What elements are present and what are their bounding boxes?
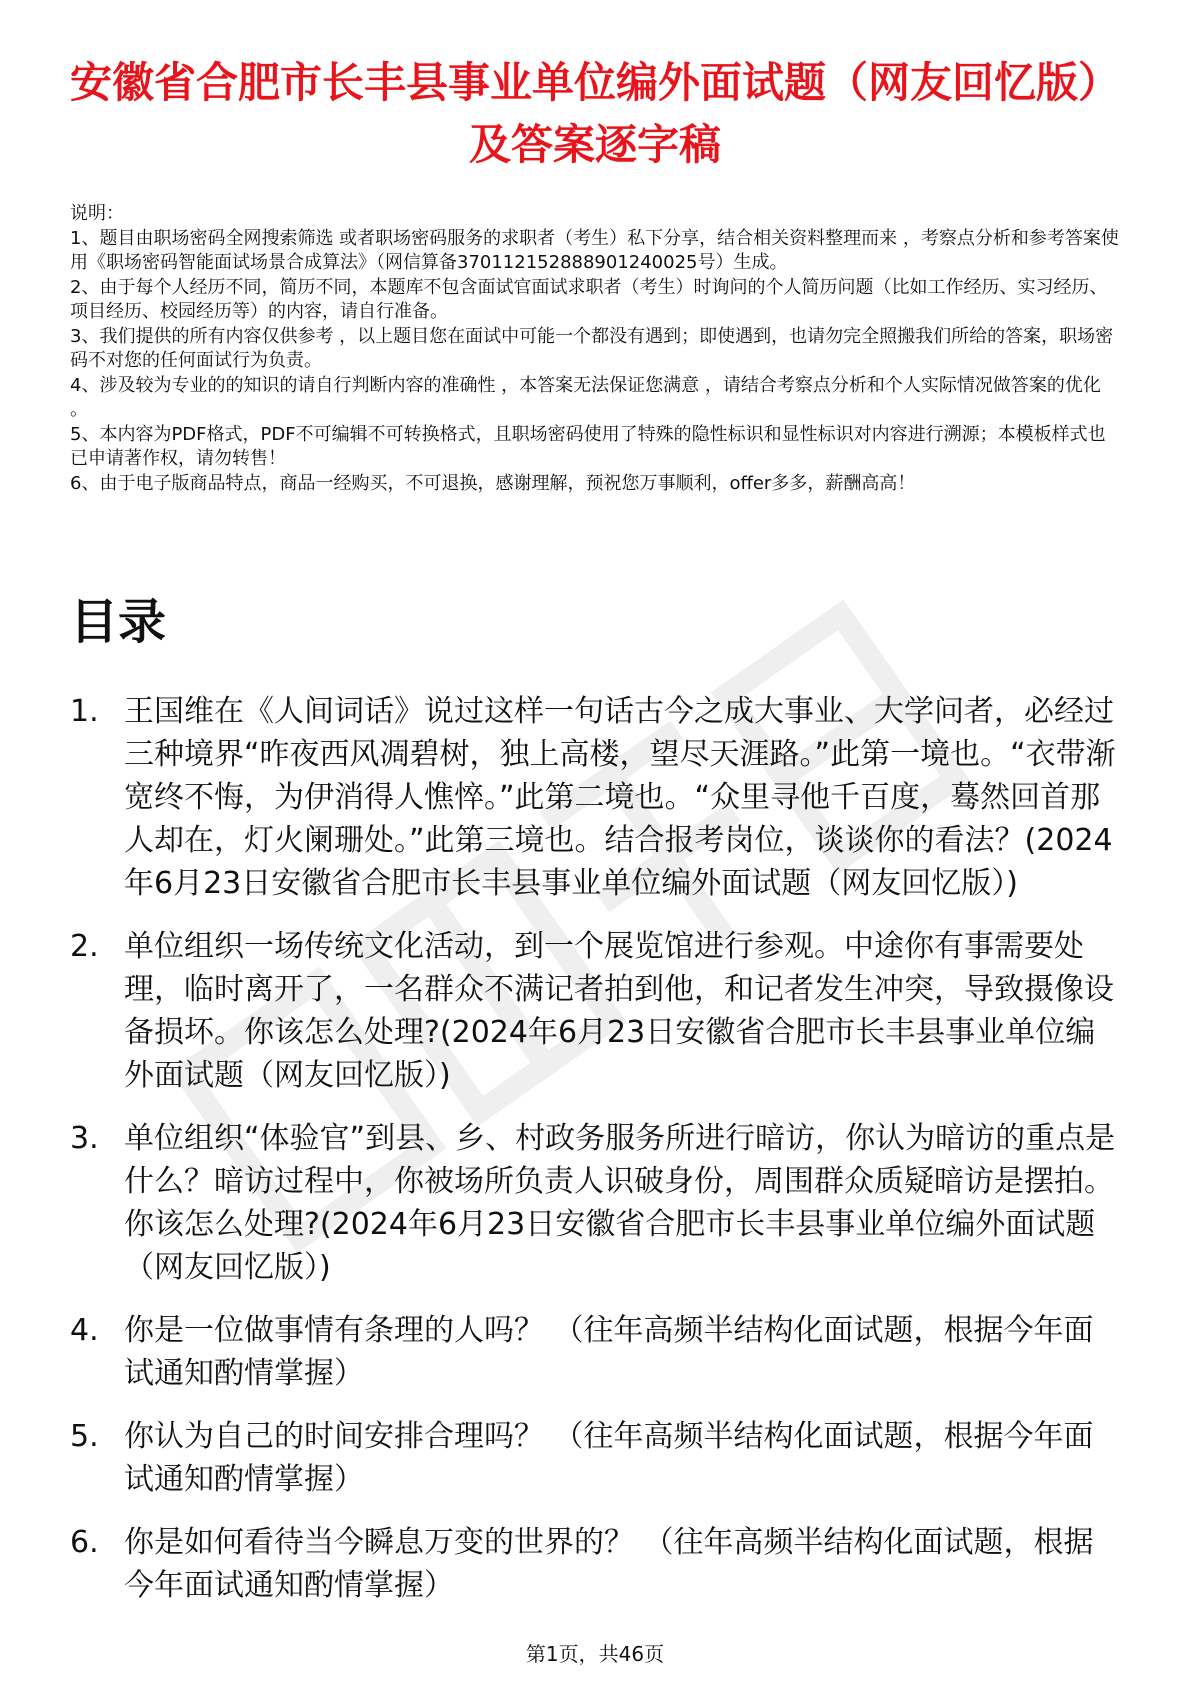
toc-item[interactable] <box>70 1521 1122 1607</box>
toc-item-number: 3. <box>70 1121 99 1156</box>
toc-item[interactable] <box>70 1117 1122 1289</box>
toc-item[interactable] <box>70 690 1122 905</box>
toc-heading: 目录 <box>70 594 167 650</box>
toc-item-text: 单位组织一场传统文化活动，到一个展览馆进行参观。中途你有事需要处理，临时离开了，一名群众不满记者拍到他，和记者发生冲突，导致摄像设备损坏。你该怎么处理?(2024年6月23日安徽省合肥市长丰县事业单位编外面试题（网友回忆版）) <box>124 929 1114 1093</box>
note-item: 1、题目由职场密码全网搜索筛选 或者职场密码服务的求职者（考生）私下分享，结合相关资料整理而来 ，考察点分析和参考答案使用《职场密码智能面试场景合成算法》（网信算备370112152888901240025号）生成。 <box>70 227 1119 273</box>
note-item: 2、由于每个人经历不同，简历不同，本题库不包含面试官面试求职者（考生）时询问的个人简历问题（比如工作经历、实习经历、项目经历、校园经历等）的内容，请自行准备。 <box>70 276 1108 322</box>
toc-item-number: 1. <box>70 694 99 729</box>
toc-item-text: 你认为自己的时间安排合理吗？ （往年高频半结构化面试题，根据今年面试通知酌情掌握） <box>124 1419 1094 1497</box>
toc-item-number: 6. <box>70 1525 99 1560</box>
note-item: 5、本内容为PDF格式，PDF不可编辑不可转换格式，且职场密码使用了特殊的隐性标识和显性标识对内容进行溯源；本模板样式也已申请著作权，请勿转售！ <box>70 423 1106 469</box>
toc-item-number: 4. <box>70 1313 99 1348</box>
note-item: 6、由于电子版商品特点，商品一经购买，不可退换，感谢理解，预祝您万事顺利，offer多多，薪酬高高！ <box>70 472 916 494</box>
toc-item-text: 单位组织“体验官”到县、乡、村政务服务所进行暗访，你认为暗访的重点是什么？暗访过程中，你被场所负责人识破身份，周围群众质疑暗访是摆拍。你该怎么处理?(2024年6月23日安徽省合肥市长丰县事业单位编外面试题（网友回忆版）) <box>124 1121 1116 1285</box>
page-footer: 第1页，共46页 <box>525 1642 665 1666</box>
toc-item[interactable] <box>70 1415 1122 1501</box>
toc-item-text: 你是如何看待当今瞬息万变的世界的？ （往年高频半结构化面试题，根据今年面试通知酌情掌握） <box>124 1525 1094 1603</box>
toc-item-text: 王国维在《人间词话》说过这样一句话古今之成大事业、大学问者，必经过三种境界“昨夜西风凋碧树，独上高楼，望尽天涯路。”此第一境也。“衣带渐宽终不悔，为伊消得人憔悴。”此第二境也。“众里寻他千百度，蓦然回首那人却在，灯火阑珊处。”此第三境也。结合报考岗位，谈谈你的看法？(2024年6月23日安徽省合肥市长丰县事业单位编外面试题（网友回忆版）) <box>124 694 1116 901</box>
toc-item-number: 2. <box>70 929 99 964</box>
toc-list <box>70 690 1122 1627</box>
note-item: 3、我们提供的所有内容仅供参考 ，以上题目您在面试中可能一个都没有遇到；即使遇到，也请勿完全照搬我们所给的答案，职场密码不对您的任何面试行为负责。 <box>70 325 1114 371</box>
toc-item[interactable] <box>70 925 1122 1097</box>
toc-item[interactable] <box>70 1309 1122 1395</box>
document-title: 安徽省合肥市长丰县事业单位编外面试题（网友回忆版）及答案逐字稿 <box>70 58 1121 169</box>
notes-heading: 说明： <box>70 203 124 224</box>
note-item: 4、涉及较为专业的的知识的请自行判断内容的准确性 ，本答案无法保证您满意 ，请结合考察点分析和个人实际情况做答案的优化 。 <box>70 374 1101 420</box>
notes-section <box>70 202 1122 496</box>
toc-item-text: 你是一位做事情有条理的人吗？ （往年高频半结构化面试题，根据今年面试通知酌情掌握） <box>124 1313 1094 1391</box>
toc-item-number: 5. <box>70 1419 99 1454</box>
